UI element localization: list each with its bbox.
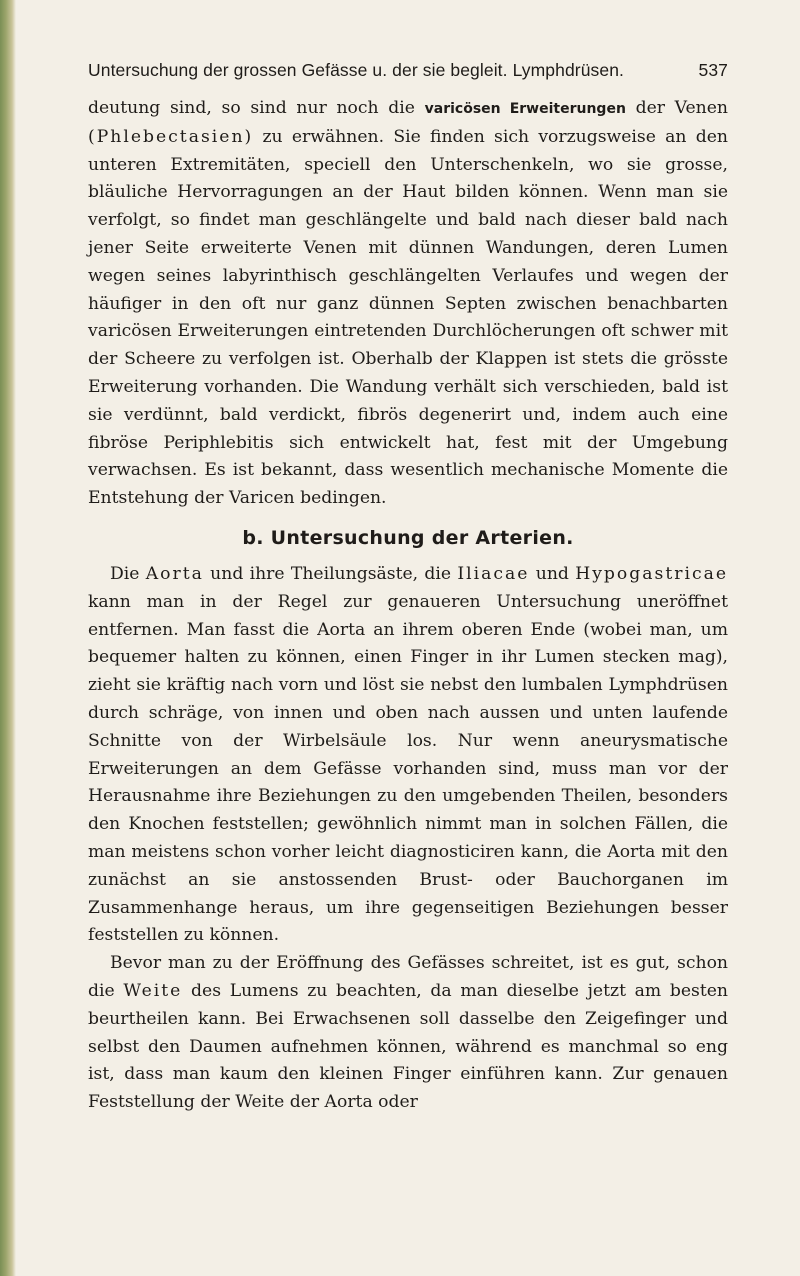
paragraph-text: der Venen <box>625 98 728 118</box>
running-title: Untersuchung der grossen Gefässe u. der sie begleit. Lymphdrüsen. <box>88 60 625 80</box>
book-spine-edge <box>0 0 16 1276</box>
spaced-term: Weite <box>123 980 183 1001</box>
page-number: 537 <box>698 60 728 80</box>
paragraph-aorta-removal <box>88 561 728 950</box>
paragraph-text: und ihre Theilungsäste, die <box>203 563 458 584</box>
paragraph-text: des Lumens zu beachten, da man dieselbe jetzt am besten beurtheilen kann. Bei Erwachsenen soll dasselbe den Zeigefinger und selbst den Daumen aufnehmen können, während es manchmal so eng ist, dass man kaum den kleinen Finger einführen kann. Zur genauen Feststellung der Weite der Aorta oder <box>88 980 728 1113</box>
section-heading: b. Untersuchung der Arterien. <box>242 526 574 549</box>
bold-term: varicösen Erweiterungen <box>424 101 626 117</box>
spaced-term: Hypogastricae <box>575 563 728 584</box>
paragraph-text: kann man in der Regel zur genaueren Untersuchung uneröffnet entfernen. Man fasst die Aorta an ihrem oberen Ende (wobei man, um bequemer halten zu können, einen Finger in ihr Lumen stecken mag), zieht sie kräftig nach vorn und löst sie nebst den lumbalen Lymphdrüsen durch schräge, von innen und oben nach aussen und unten laufende Schnitte von der Wirbelsäule los. Nur wenn aneurysmatische Erweiterungen an dem Gefässe vorhanden sind, muss man vor der Herausnahme ihre Beziehungen zu den umgebenden Theilen, besonders den Knochen feststellen; gewöhnlich nimmt man in solchen Fällen, die man meistens schon vorher leicht diagnosticiren kann, die Aorta mit den zunächst an sie anstossenden Brust- oder Bauchorganen im Zusammenhange heraus, um ihre gegenseitigen Beziehungen besser feststellen zu können. <box>88 591 728 946</box>
paragraph-text: zu erwähnen. Sie finden sich vorzugsweise an den unteren Extremitäten, speciell den Unterschenkeln, wo sie grosse, bläuliche Hervorragungen an der Haut bilden können. Wenn man sie verfolgt, so findet man geschlängelte und bald nach dieser bald nach jener Seite erweiterte Venen mit dünnen Wandungen, deren Lumen wegen seines labyrinthisch geschlängelten Verlaufes und wegen der häufiger in den oft nur ganz dünnen Septen zwischen benachbarten varicösen Erweiterungen eintretenden Durchlöcherungen oft schwer mit der Scheere zu verfolgen ist. Oberhalb der Klappen ist stets die grösste Erweiterung vorhanden. Die Wandung verhält sich verschieden, bald ist sie verdünnt, bald verdickt, fibrös degenerirt und, indem auch eine fibröse Periphlebitis sich entwickelt hat, fest mit der Umgebung verwachsen. Es ist bekannt, dass wesentlich mechanische Momente die Entstehung der Varicen bedingen. <box>88 126 728 509</box>
body-text <box>88 95 728 1117</box>
spaced-term: Iliacae <box>457 563 530 584</box>
paragraph-text: Bevor man zu der Eröffnung des Gefässes schreitet, ist es gut, schon die <box>88 953 728 1001</box>
paragraph-phlebectasien <box>88 95 728 513</box>
paragraph-text: Die <box>110 563 146 584</box>
paragraph-text: und <box>529 563 576 584</box>
spaced-term: Aorta <box>145 563 204 584</box>
paragraph-vessel-width <box>88 950 728 1117</box>
paragraph-text: deutung sind, so sind nur noch die <box>88 98 425 118</box>
spaced-term: (Phlebectasien) <box>88 126 254 147</box>
running-header <box>88 60 728 81</box>
book-page <box>88 60 728 1117</box>
